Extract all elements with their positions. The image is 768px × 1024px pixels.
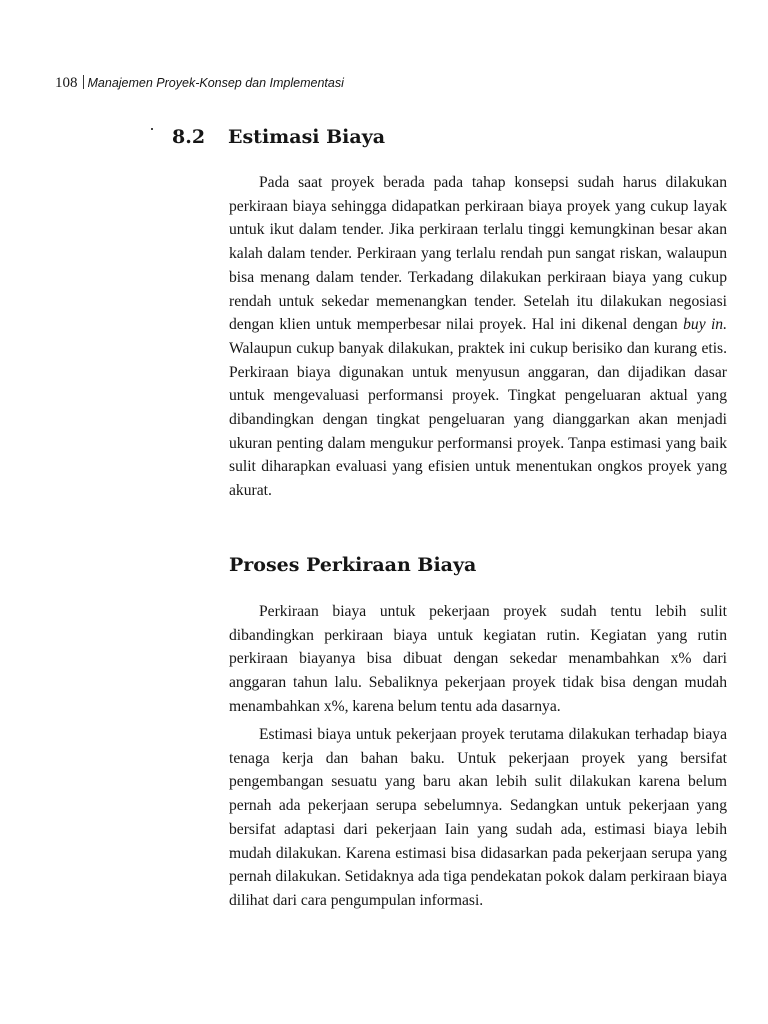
subsection-heading: Proses Perkiraan Biaya <box>229 554 477 576</box>
running-head <box>55 74 344 92</box>
section-title: Estimasi Biaya <box>228 126 386 148</box>
section-number: 8.2 <box>172 126 206 148</box>
body-paragraph-2: Perkiraan biaya untuk pekerjaan proyek sudah tentu lebih sulit dibandingkan perkiraan biaya untuk kegiatan rutin. Kegiatan yang rutin perkiraan biayanya bisa dibuat dengan sekedar menambahkan x% dari anggaran tahun lalu. Sebaliknya pekerjaan proyek tidak bisa dengan mudah menambahkan x%, karena belum tentu ada dasarnya. <box>229 603 727 715</box>
book-title: Manajemen Proyek-Konsep dan Implementasi <box>87 76 344 90</box>
paragraph-1-text-a: Pada saat proyek berada pada tahap konsepsi sudah harus dilakukan perkiraan biaya sehingga didapatkan perkiraan biaya proyek yang cukup layak untuk ikut dalam tender. Jika perkiraan terlalu tinggi kemungkinan besar akan kalah dalam tender. Perkiraan yang terlalu rendah pun sangat riskan, walaupun bisa menang dalam tender. Terkadang dilakukan perkiraan biaya yang cukup rendah untuk sekedar memenangkan tender. Setelah itu dilakukan negosiasi dengan klien untuk memperbesar nilai proyek. Hal ini dikenal dengan <box>229 174 727 334</box>
section-heading <box>172 124 385 150</box>
scan-speck <box>151 128 153 130</box>
italic-term-buy-in: buy in. <box>683 316 727 334</box>
body-paragraph-1 <box>229 171 727 503</box>
page-number: 108 <box>55 75 78 91</box>
body-paragraph-3: Estimasi biaya untuk pekerjaan proyek terutama dilakukan terhadap biaya tenaga kerja dan bahan baku. Untuk pekerjaan proyek yang bersifat pengembangan sesuatu yang baru akan lebih sulit dilakukan karena belum pernah ada pekerjaan serupa sebelumnya. Sedangkan untuk pekerjaan yang bersifat adaptasi dari pekerjaan Iain yang sudah ada, estimasi biaya lebih mudah dilakukan. Karena estimasi bisa didasarkan pada pekerjaan serupa yang pernah dilakukan. Setidaknya ada tiga pendekatan pokok dalam perkiraan biaya dilihat dari cara pengumpulan informasi. <box>229 726 727 909</box>
header-separator <box>83 75 84 89</box>
paragraph-1-text-b: Walaupun cukup banyak dilakukan, praktek ini cukup berisiko dan kurang etis. Perkiraan biaya digunakan untuk menyusun anggaran, dan dijadikan dasar untuk mengevaluasi performansi proyek. Tingkat pengeluaran aktual yang dibandingkan dengan tingkat pengeluaran yang dianggarkan akan menjadi ukuran penting dalam mengukur performansi proyek. Tanpa estimasi yang baik sulit diharapkan evaluasi yang efisien untuk menentukan ongkos proyek yang akurat. <box>229 339 727 500</box>
